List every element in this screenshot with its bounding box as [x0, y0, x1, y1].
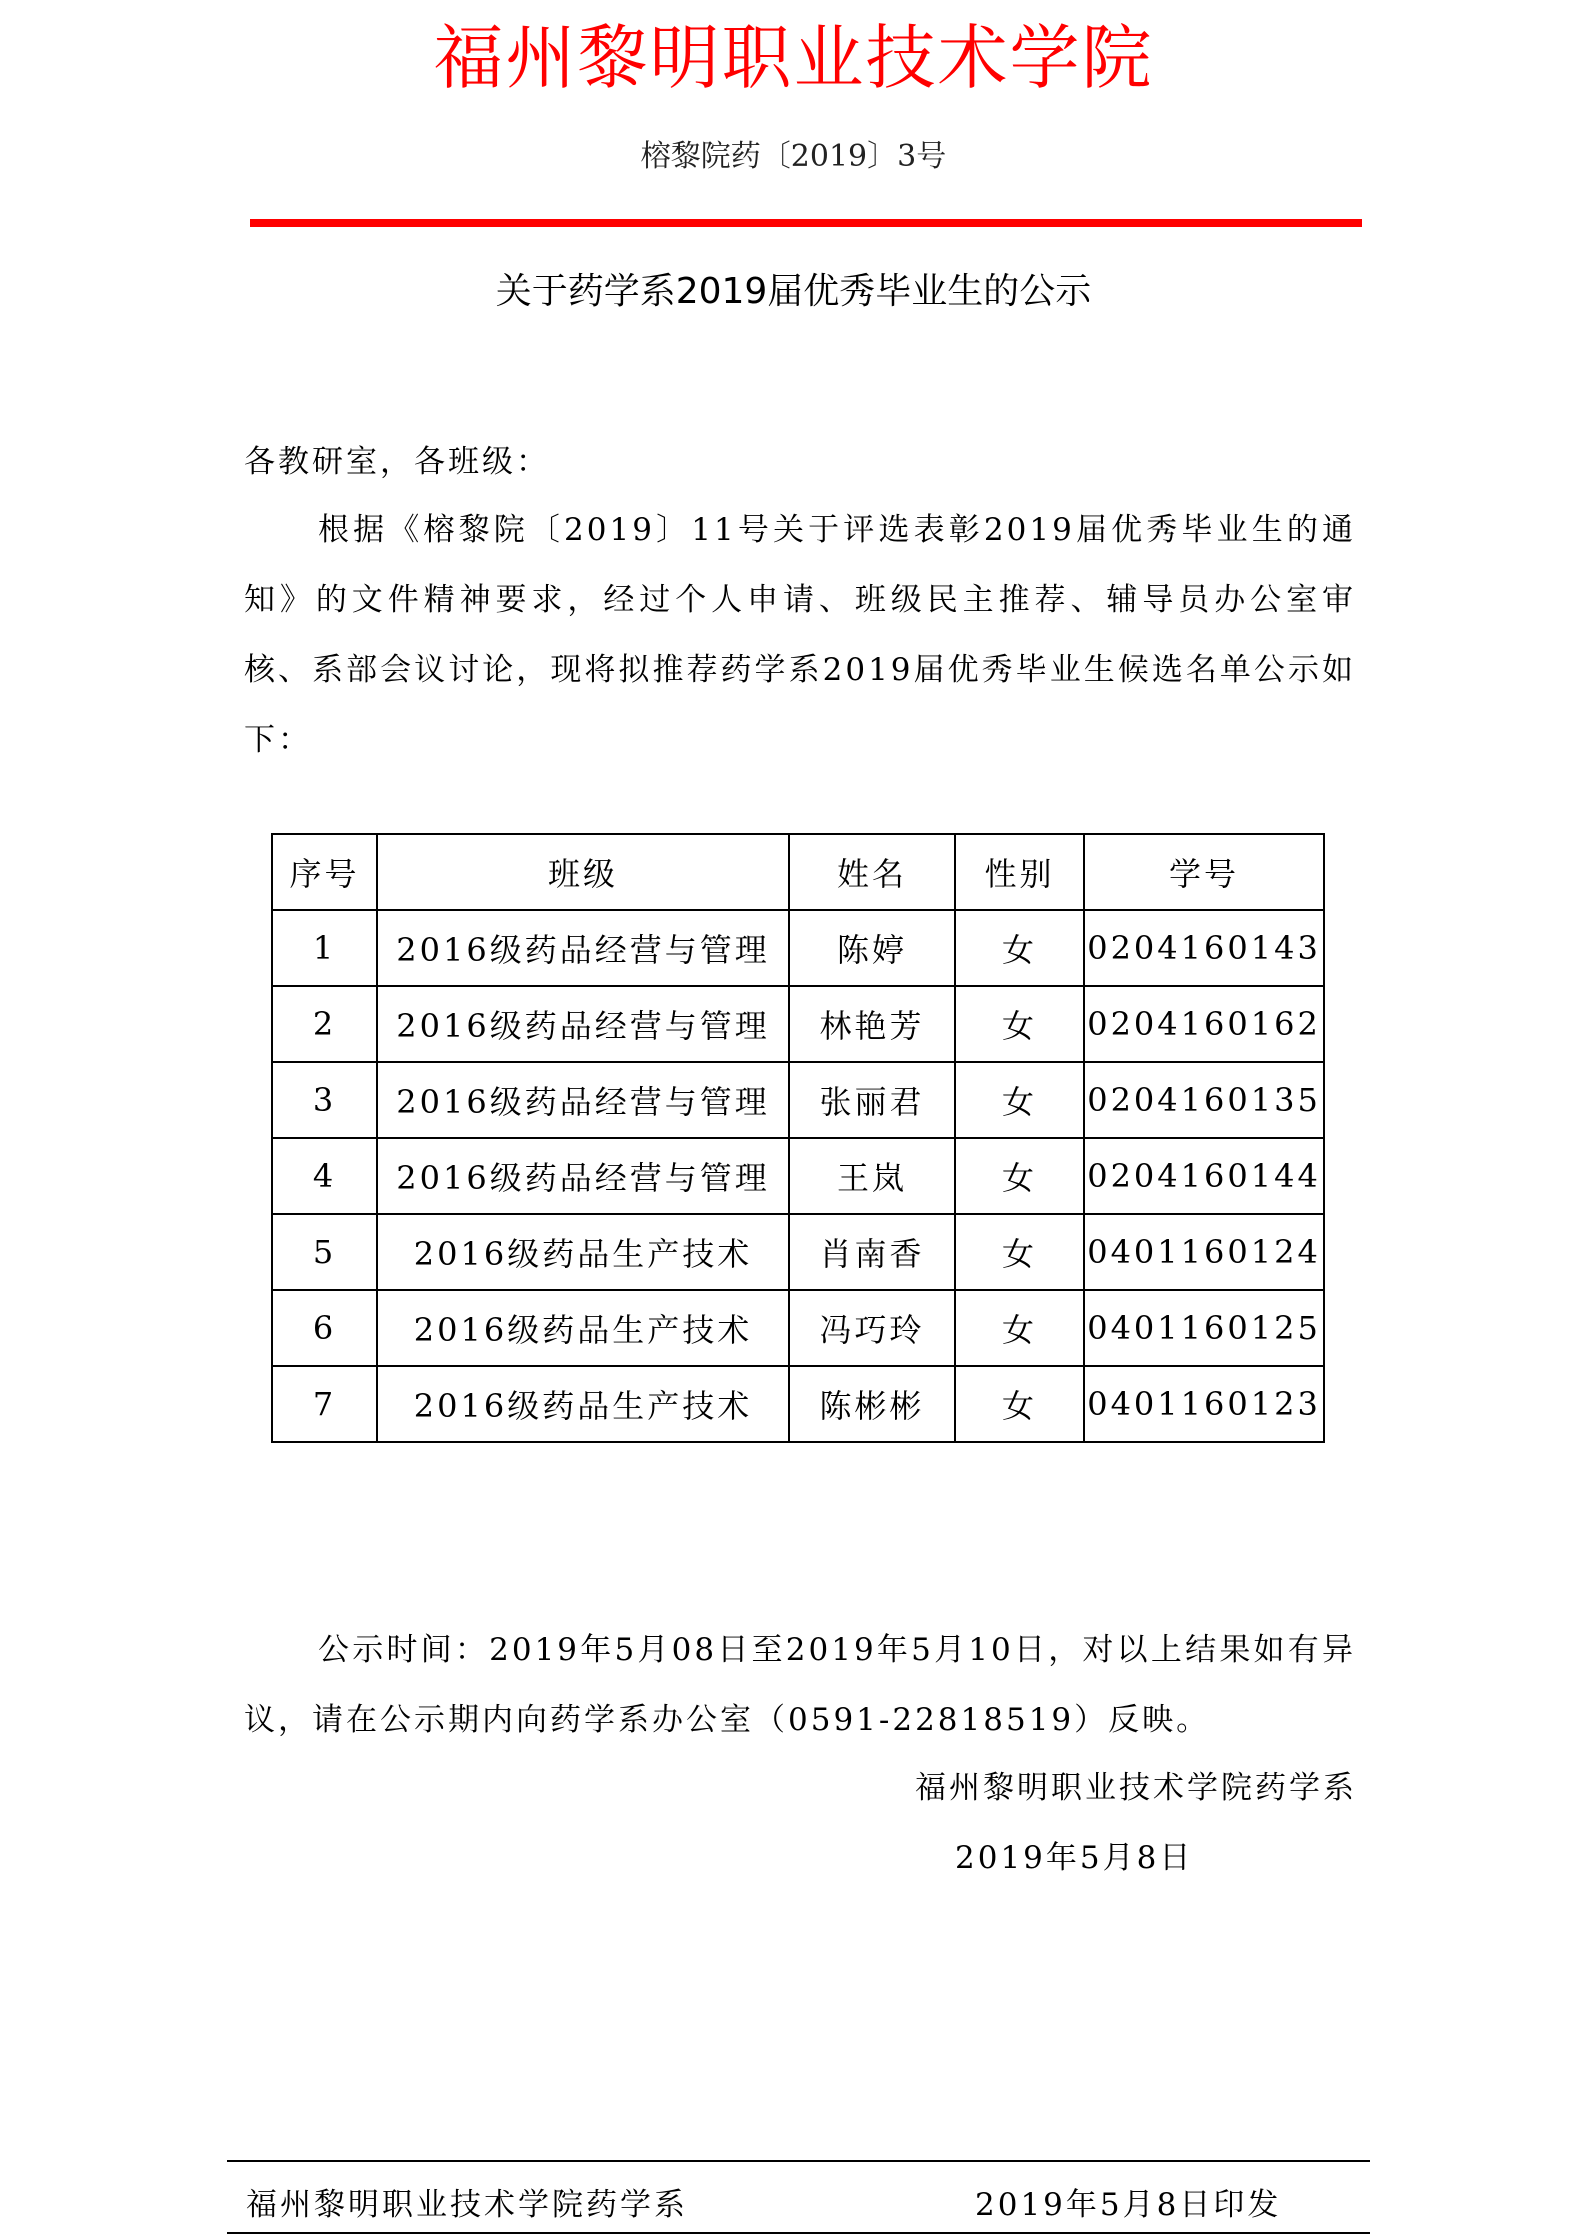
cell-name: 陈彬彬 [789, 1366, 955, 1442]
cell-gender: 女 [955, 1138, 1084, 1214]
header-gender: 性别 [955, 834, 1084, 910]
cell-index: 7 [272, 1366, 377, 1442]
cell-name: 王岚 [789, 1138, 955, 1214]
header-student-id: 学号 [1084, 834, 1324, 910]
table-row [272, 1290, 1324, 1366]
cell-student-id: 0204160135 [1084, 1062, 1324, 1138]
cell-name: 肖南香 [789, 1214, 955, 1290]
footer-bottom-rule [227, 2232, 1370, 2234]
salutation: 各教研室，各班级： [244, 444, 550, 480]
cell-class: 2016级药品经营与管理 [377, 1062, 789, 1138]
cell-student-id: 0204160143 [1084, 910, 1324, 986]
cell-index: 1 [272, 910, 377, 986]
organization-title: 福州黎明职业技术学院 [433, 17, 1154, 99]
footer-top-rule [227, 2160, 1370, 2162]
cell-class: 2016级药品生产技术 [377, 1290, 789, 1366]
header-name: 姓名 [789, 834, 955, 910]
cell-gender: 女 [955, 910, 1084, 986]
signature-department: 福州黎明职业技术学院药学系 [915, 1770, 1357, 1806]
cell-class: 2016级药品经营与管理 [377, 910, 789, 986]
notice-title: 关于药学系2019届优秀毕业生的公示 [495, 271, 1092, 312]
cell-class: 2016级药品生产技术 [377, 1366, 789, 1442]
red-divider [250, 219, 1362, 227]
header-class: 班级 [377, 834, 789, 910]
footer-organization: 福州黎明职业技术学院药学系 [246, 2187, 688, 2223]
cell-student-id: 0401160124 [1084, 1214, 1324, 1290]
cell-student-id: 0401160125 [1084, 1290, 1324, 1366]
cell-name: 林艳芳 [789, 986, 955, 1062]
header-index: 序号 [272, 834, 377, 910]
cell-name: 张丽君 [789, 1062, 955, 1138]
cell-index: 4 [272, 1138, 377, 1214]
cell-class: 2016级药品经营与管理 [377, 986, 789, 1062]
cell-student-id: 0204160162 [1084, 986, 1324, 1062]
document-number: 榕黎院药〔2019〕3号 [640, 139, 947, 174]
cell-gender: 女 [955, 1062, 1084, 1138]
body-paragraph: 根据《榕黎院〔2019〕11号关于评选表彰2019届优秀毕业生的通知》的文件精神要求，经过个人申请、班级民主推荐、辅导员办公室审核、系部会议讨论，现将拟推荐药学系2019届优秀毕业生候选名单公示如下： [244, 512, 1356, 758]
cell-name: 陈婷 [789, 910, 955, 986]
table-row [272, 1062, 1324, 1138]
cell-gender: 女 [955, 1290, 1084, 1366]
table-row [272, 1138, 1324, 1214]
cell-gender: 女 [955, 1214, 1084, 1290]
cell-name: 冯巧玲 [789, 1290, 955, 1366]
candidate-table [271, 833, 1325, 1443]
cell-class: 2016级药品生产技术 [377, 1214, 789, 1290]
signature-date: 2019年5月8日 [955, 1840, 1194, 1876]
cell-student-id: 0401160123 [1084, 1366, 1324, 1442]
cell-index: 3 [272, 1062, 377, 1138]
cell-gender: 女 [955, 986, 1084, 1062]
cell-class: 2016级药品经营与管理 [377, 1138, 789, 1214]
table-row [272, 1366, 1324, 1442]
cell-gender: 女 [955, 1366, 1084, 1442]
table-header-row [272, 834, 1324, 910]
table-row [272, 910, 1324, 986]
table-row [272, 986, 1324, 1062]
cell-index: 5 [272, 1214, 377, 1290]
closing-paragraph: 公示时间：2019年5月08日至2019年5月10日，对以上结果如有异议，请在公示期内向药学系办公室（0591-22818519）反映。 [244, 1632, 1356, 1738]
cell-student-id: 0204160144 [1084, 1138, 1324, 1214]
cell-index: 6 [272, 1290, 377, 1366]
table-row [272, 1214, 1324, 1290]
footer-issue-date: 2019年5月8日印发 [975, 2187, 1282, 2223]
cell-index: 2 [272, 986, 377, 1062]
